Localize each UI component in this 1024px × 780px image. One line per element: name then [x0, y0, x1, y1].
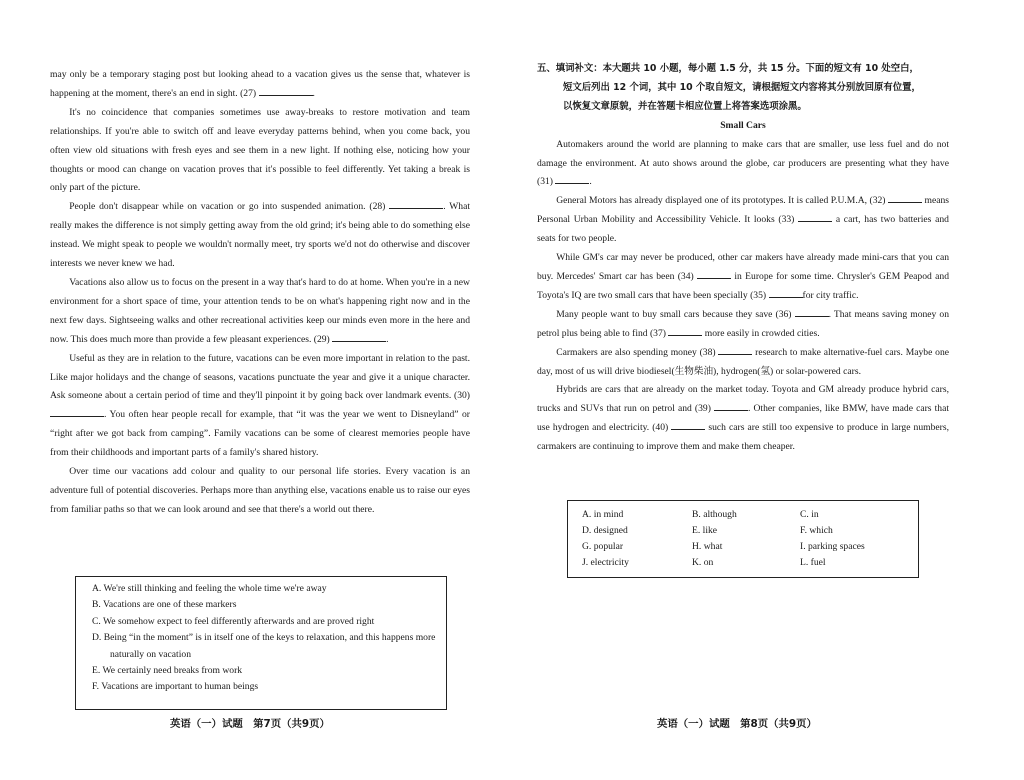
passage-paragraph: Carmakers are also spending money (38) research to make alternative-fuel cars. Maybe one day, most of us will drive biodiesel(生物柴油), hydrogen(氢) or solar-powered cars.: [537, 346, 950, 377]
passage-paragraph: Useful as they are in relation to the future, vacations can be even more important in relation to the past. Like major holidays and the change of seasons, vacations punctuate the year and give it a unique character. Ask someone about a certain period of time and they'll pinpoint it by going back over landmark events. (30) . You often hear people recall for example, that “it was the year we went to Disneyland” or “right after we got back from camping”. Family vacations can be some of clearest memories people have from their childhoods and important parts of a family's shared history.: [50, 352, 470, 459]
word-option-e: E. like: [692, 525, 718, 536]
option-c: C. We somehow expect to feel differently afterwards and are proved right: [92, 615, 375, 627]
passage-paragraph: Automakers around the world are planning to make cars that are smaller, use less fuel and do not damage the environment. At auto shows around the globe, car producers are presenting what they have (31) .: [537, 138, 949, 188]
passage-paragraph: Hybrids are cars that are already on the market today. Toyota and GM already produce hybrid cars, trucks and SUVs that run on petrol and (39) . Other companies, like BMW, have made cars that use hydrogen and electricity. (40) such cars are still too expensive to produce in large numbers, carmakers are continuing to improve them and make them cheaper.: [537, 384, 949, 453]
word-option-g: G. popular: [582, 541, 624, 552]
answer-blank-35: [769, 288, 803, 298]
word-option-h: H. what: [692, 541, 723, 552]
word-option-j: J. electricity: [582, 557, 629, 568]
page-footer-left: 英语（一）试题 第7页（共9页）: [170, 718, 330, 730]
option-e: E. We certainly need breaks from work: [92, 665, 243, 677]
answer-blank-29: [332, 332, 386, 342]
right-passage: [537, 60, 949, 457]
word-option-i: I. parking spaces: [800, 541, 865, 552]
passage-paragraph: Many people want to buy small cars because they save (36) . That means saving money on petrol plus being able to find (37) more easily in crowded cities.: [537, 308, 950, 339]
answer-blank-27: [259, 86, 313, 96]
section-instruction: 五、填词补文：本大题共 10 小题，每小题 1.5 分，共 15 分。下面的短文有 10 处空白， 短文后列出 12 个词，其中 10 个取自短文，请根据短文内容将其分别放回原有位置， 以恢复文章原貌，并在答题卡相应位置上将答案选项涂黑。: [537, 63, 921, 112]
page-footer-right: 英语（一）试题 第8页（共9页）: [657, 718, 817, 730]
answer-blank-31: [555, 174, 589, 184]
passage-paragraph: may only be a temporary staging post but looking ahead to a vacation gives us the sense that, whatever is happening at the moment, there's an end in sight. (27) .: [50, 69, 470, 99]
passage-paragraph: General Motors has already displayed one of its prototypes. It is called P.U.M.A, (32) means Personal Urban Mobility and Accessibility Vehicle. It looks (33) a cart, has two batteries and seats for two people.: [537, 195, 949, 245]
left-passage: [50, 66, 470, 520]
passage-title: Small Cars: [720, 119, 766, 131]
word-option-a: A. in mind: [582, 509, 624, 520]
word-option-f: F. which: [800, 525, 833, 536]
option-d: D. Being “in the moment” is in itself one of the keys to relaxation, and this happens more naturally on vacation: [92, 632, 436, 660]
passage-paragraph: While GM's car may never be produced, other car makers have already made mini-cars that you can buy. Mercedes' Smart car has been (34) in Europe for some time. Chrysler's GEM Peapod and Toyota's IQ are two small cars that have been specially (35) for city traffic.: [537, 252, 949, 301]
word-option-k: K. on: [692, 557, 714, 568]
sentence-options-box: [75, 576, 447, 710]
answer-blank-36: [795, 307, 829, 317]
passage-paragraph: Vacations also allow us to focus on the present in a way that's hard to do at home. When you're in a new environment for a short space of time, your attention tends to be on what's happening right now and in the next few days. Sightseeing walks and other recreational activities keep our minds even more in the here and now. This does much more than provide a few pleasant experiences. (29) .: [50, 276, 470, 345]
word-option-d: D. designed: [582, 525, 628, 536]
answer-blank-37: [668, 326, 702, 336]
passage-paragraph: Over time our vacations add colour and quality to our personal life stories. Every vacation is an adventure full of potential discoveries. Perhaps more than anything else, vacations enable us to raise our eyes from familiar paths so that we can look around and see that there's a world out there.: [50, 466, 470, 515]
passage-paragraph: People don't disappear while on vacation or go into suspended animation. (28) . What really makes the difference is not simply getting away from the old grind; it's being able to do something else instead. We might speak to people we wouldn't normally meet, try sports we'd not do otherwise and discover interests we never knew we had.: [50, 201, 470, 270]
passage-paragraph: It's no coincidence that companies sometimes use away-breaks to restore motivation and team relationships. If you're able to switch off and leave everyday patterns behind, when you come back, you often view old situations with fresh eyes and see them in a new light. If nothing else, noticing how your thoughts or mood can change on vacation proves that it's possible to feel differently. Yet taking a break is only part of the picture.: [50, 106, 470, 194]
answer-blank-32: [888, 193, 922, 203]
answer-blank-33: [798, 212, 832, 222]
option-f: F. Vacations are important to human beings: [92, 681, 259, 693]
word-option-c: C. in: [800, 509, 819, 520]
word-option-b: B. although: [692, 509, 737, 520]
answer-blank-39: [714, 401, 748, 411]
word-option-l: L. fuel: [800, 557, 826, 568]
answer-blank-28: [389, 199, 443, 209]
option-a: A. We're still thinking and feeling the whole time we're away: [92, 583, 327, 594]
answer-blank-38: [718, 345, 752, 355]
answer-blank-34: [697, 269, 731, 279]
answer-blank-40: [671, 420, 705, 430]
word-bank-box: [567, 500, 919, 578]
answer-blank-30: [50, 407, 104, 417]
option-b: B. Vacations are one of these markers: [92, 599, 237, 611]
